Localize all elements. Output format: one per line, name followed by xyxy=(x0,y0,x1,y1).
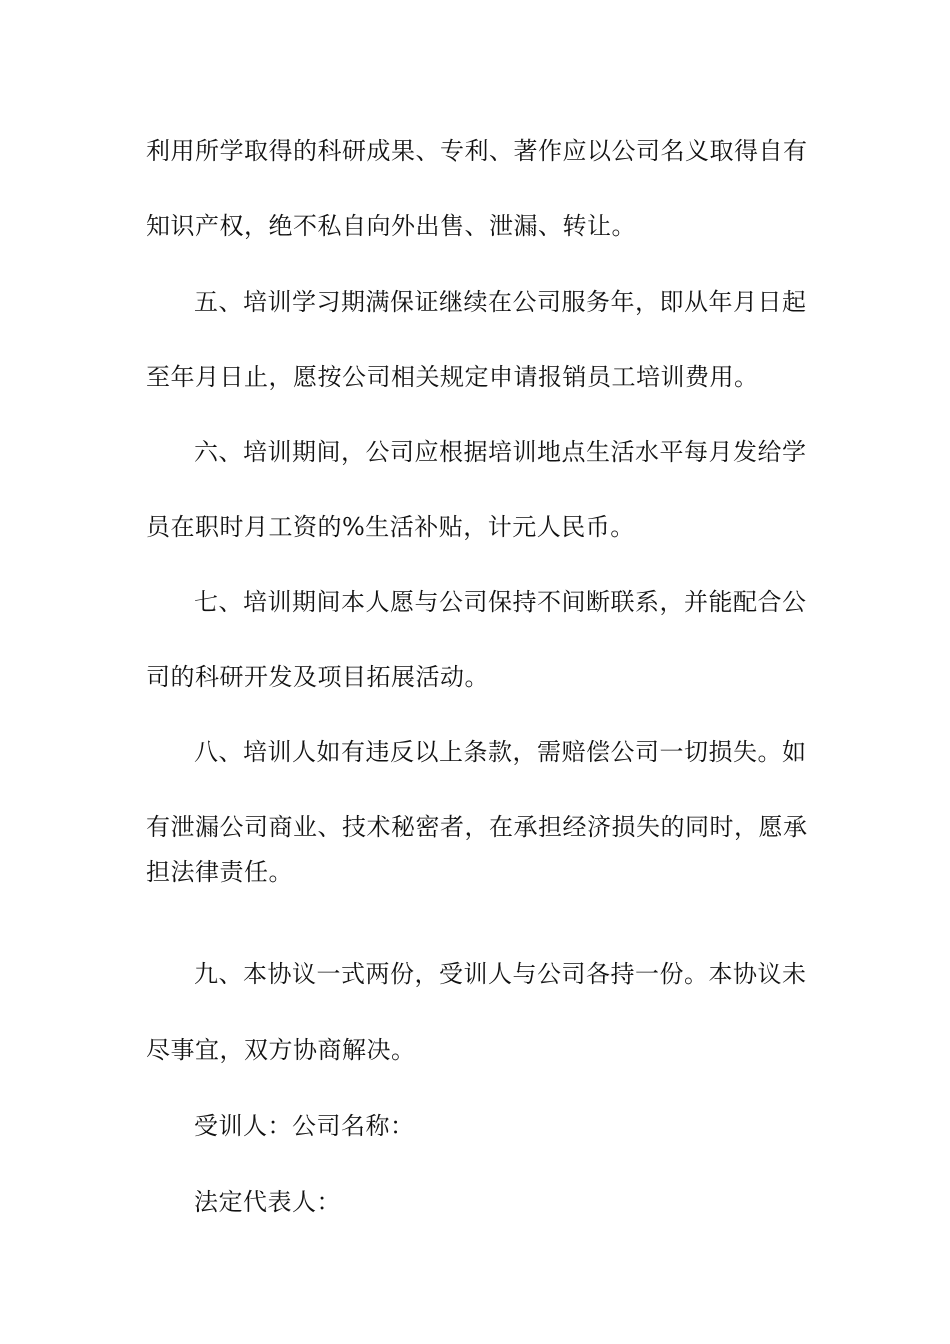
text-line: 司的科研开发及项目拓展活动。 xyxy=(146,663,489,691)
clause-7-line: 七、培训期间本人愿与公司保持不间断联系，并能配合公 xyxy=(194,588,807,616)
text-line: 知识产权，绝不私自向外出售、泄漏、转让。 xyxy=(146,212,636,240)
legal-representative-line: 法定代表人： xyxy=(194,1188,341,1216)
trainee-signature-line: 受训人：公司名称： xyxy=(194,1112,415,1140)
clause-8-line: 八、培训人如有违反以上条款，需赔偿公司一切损失。如 xyxy=(194,738,807,766)
text-line: 员在职时月工资的%生活补贴，计元人民币。 xyxy=(146,513,635,541)
text-line: 担法律责任。 xyxy=(146,858,293,886)
clause-6-line: 六、培训期间，公司应根据培训地点生活水平每月发给学 xyxy=(194,438,807,466)
text-line: 至年月日止，愿按公司相关规定申请报销员工培训费用。 xyxy=(146,363,759,391)
text-line: 利用所学取得的科研成果、专利、著作应以公司名义取得自有 xyxy=(146,137,808,165)
text-line: 尽事宜，双方协商解决。 xyxy=(146,1036,416,1064)
clause-9-line: 九、本协议一式两份，受训人与公司各持一份。本协议未 xyxy=(194,960,807,988)
text-line: 有泄漏公司商业、技术秘密者，在承担经济损失的同时，愿承 xyxy=(146,813,808,841)
clause-5-line: 五、培训学习期满保证继续在公司服务年，即从年月日起 xyxy=(194,288,807,316)
